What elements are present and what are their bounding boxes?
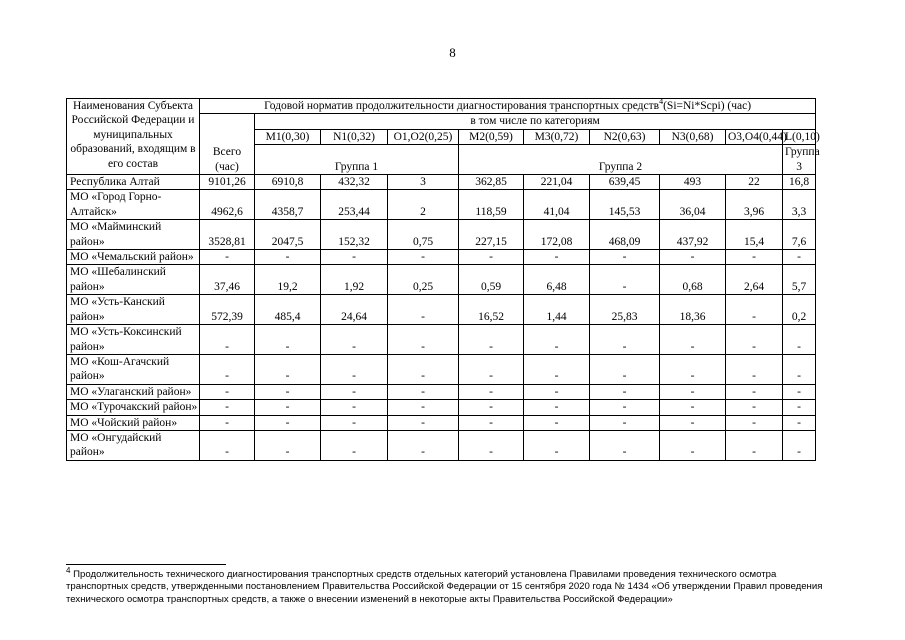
row-value: 16,52: [459, 295, 524, 325]
row-name: МО «Турочакский район»: [67, 400, 200, 415]
row-value: 118,59: [459, 190, 524, 220]
row-value: 9101,26: [200, 175, 255, 190]
row-value: -: [660, 415, 726, 430]
row-value: 6910,8: [255, 175, 321, 190]
header-category: O1,O2(0,25): [388, 129, 459, 144]
row-value: 221,04: [524, 175, 590, 190]
row-value: -: [660, 250, 726, 265]
row-value: 24,64: [321, 295, 388, 325]
row-value: 19,2: [255, 265, 321, 295]
row-value: 25,83: [590, 295, 660, 325]
row-value: -: [660, 325, 726, 355]
table-row: [67, 175, 816, 190]
row-value: 41,04: [524, 190, 590, 220]
row-value: 36,04: [660, 190, 726, 220]
row-value: -: [726, 354, 783, 384]
header-group3: Группа 3: [783, 145, 816, 175]
table-row: [67, 250, 816, 265]
diagnostics-norm-table: [66, 97, 820, 461]
row-value: 437,92: [660, 220, 726, 250]
row-value: -: [783, 325, 816, 355]
row-name: МО «Чойский район»: [67, 415, 200, 430]
row-value: -: [255, 415, 321, 430]
header-category: M2(0,59): [459, 129, 524, 144]
row-value: -: [783, 250, 816, 265]
row-value: -: [255, 384, 321, 399]
row-value: -: [255, 400, 321, 415]
row-value: -: [200, 250, 255, 265]
row-value: -: [726, 250, 783, 265]
table-row: [67, 325, 816, 355]
row-value: -: [660, 384, 726, 399]
row-value: -: [459, 325, 524, 355]
row-value: -: [388, 250, 459, 265]
row-value: -: [660, 400, 726, 415]
row-value: -: [459, 384, 524, 399]
row-value: -: [726, 415, 783, 430]
row-value: 0,25: [388, 265, 459, 295]
row-value: 0,2: [783, 295, 816, 325]
row-value: -: [321, 325, 388, 355]
row-value: 15,4: [726, 220, 783, 250]
row-value: -: [200, 400, 255, 415]
row-value: 639,45: [590, 175, 660, 190]
row-value: -: [524, 384, 590, 399]
row-value: 7,6: [783, 220, 816, 250]
table-row: [67, 415, 816, 430]
table-row: [67, 430, 816, 460]
row-value: -: [388, 384, 459, 399]
table-row: [67, 354, 816, 384]
row-value: -: [726, 400, 783, 415]
row-value: -: [524, 250, 590, 265]
row-value: 493: [660, 175, 726, 190]
header-category: M3(0,72): [524, 129, 590, 144]
header-category: O3,O4(0,44): [726, 129, 783, 144]
row-value: 0,68: [660, 265, 726, 295]
row-value: 5,7: [783, 265, 816, 295]
header-category: M1(0,30): [255, 129, 321, 144]
row-value: -: [200, 415, 255, 430]
row-value: -: [783, 400, 816, 415]
row-value: 2: [388, 190, 459, 220]
row-name: МО «Онгудайский район»: [67, 430, 200, 460]
row-value: -: [200, 325, 255, 355]
row-name: Республика Алтай: [67, 175, 200, 190]
row-value: -: [200, 354, 255, 384]
row-value: -: [255, 354, 321, 384]
row-value: 18,36: [660, 295, 726, 325]
row-value: -: [726, 384, 783, 399]
row-value: 145,53: [590, 190, 660, 220]
row-value: -: [726, 430, 783, 460]
row-name: МО «Улаганский район»: [67, 384, 200, 399]
row-name: МО «Шебалинский район»: [67, 265, 200, 295]
row-value: -: [783, 354, 816, 384]
row-name: МО «Майминский район»: [67, 220, 200, 250]
row-value: 172,08: [524, 220, 590, 250]
row-name: МО «Усть-Канский район»: [67, 295, 200, 325]
row-value: 432,32: [321, 175, 388, 190]
row-value: -: [590, 430, 660, 460]
header-total: Всего (час): [200, 114, 255, 175]
header-category: N1(0,32): [321, 129, 388, 144]
row-value: 468,09: [590, 220, 660, 250]
row-value: 485,4: [255, 295, 321, 325]
row-value: -: [321, 354, 388, 384]
row-value: 4962,6: [200, 190, 255, 220]
row-value: -: [524, 400, 590, 415]
row-value: -: [783, 415, 816, 430]
row-value: -: [590, 400, 660, 415]
page-number: 8: [449, 45, 456, 60]
row-value: 2,64: [726, 265, 783, 295]
header-category: L(0,10): [783, 129, 816, 144]
row-value: -: [321, 384, 388, 399]
row-value: 0,59: [459, 265, 524, 295]
header-main-title: Годовой норматив продолжительности диагностирования транспортных средств$^4$(Si=Ni*Scpi) (час): [200, 99, 816, 114]
row-value: 3: [388, 175, 459, 190]
row-value: 3528,81: [200, 220, 255, 250]
table-row: [67, 400, 816, 415]
row-value: -: [783, 430, 816, 460]
header-subtitle: в том числе по категориям: [255, 114, 816, 129]
row-name: МО «Город Горно-Алтайск»: [67, 190, 200, 220]
table-row: [67, 384, 816, 399]
row-value: -: [388, 415, 459, 430]
row-value: 152,32: [321, 220, 388, 250]
row-value: -: [200, 384, 255, 399]
row-value: -: [590, 415, 660, 430]
row-value: -: [783, 384, 816, 399]
row-value: -: [321, 250, 388, 265]
row-value: -: [524, 354, 590, 384]
row-value: 572,39: [200, 295, 255, 325]
row-value: -: [388, 400, 459, 415]
header-category: N3(0,68): [660, 129, 726, 144]
row-value: 0,75: [388, 220, 459, 250]
row-value: 1,92: [321, 265, 388, 295]
footnote-separator: [66, 564, 226, 565]
row-value: 3,96: [726, 190, 783, 220]
row-value: -: [459, 430, 524, 460]
row-value: -: [255, 430, 321, 460]
row-value: -: [459, 400, 524, 415]
row-value: 37,46: [200, 265, 255, 295]
row-value: -: [590, 325, 660, 355]
row-value: -: [590, 265, 660, 295]
table-row: [67, 295, 816, 325]
footnote: $^4$ Продолжительность технического диагностирования транспортных средств отдельных категорий установлена Правилами проведения технического осмотра транспортных средств, утвержденными постановлением Правительства Российской Федерации от 15 сентября 2020 года № 1434 «Об утверждении Правил проведения технического осмотра транспортных средств, а также о внесении изменений в некоторые акты Правительства Российской Федерации»: [66, 565, 823, 605]
row-value: -: [459, 250, 524, 265]
row-value: -: [524, 325, 590, 355]
row-value: 3,3: [783, 190, 816, 220]
row-value: 4358,7: [255, 190, 321, 220]
row-value: -: [726, 295, 783, 325]
row-value: -: [388, 295, 459, 325]
header-name-column: Наименования Субъекта Российской Федерации и муниципальных образований, входящим в его состав: [67, 99, 200, 175]
row-name: МО «Чемальский район»: [67, 250, 200, 265]
row-value: -: [388, 354, 459, 384]
header-category: N2(0,63): [590, 129, 660, 144]
header-group1: Группа 1: [255, 145, 459, 175]
table-row: [67, 220, 816, 250]
row-value: -: [200, 430, 255, 460]
row-value: -: [255, 325, 321, 355]
row-value: -: [388, 325, 459, 355]
row-value: -: [321, 415, 388, 430]
row-name: МО «Кош-Агачский район»: [67, 354, 200, 384]
header-group2: Группа 2: [459, 145, 783, 175]
row-value: -: [590, 384, 660, 399]
row-value: -: [726, 325, 783, 355]
row-value: 22: [726, 175, 783, 190]
row-value: -: [590, 250, 660, 265]
row-value: -: [590, 354, 660, 384]
row-value: 16,8: [783, 175, 816, 190]
row-value: 6,48: [524, 265, 590, 295]
row-value: 2047,5: [255, 220, 321, 250]
row-value: -: [524, 430, 590, 460]
row-value: -: [660, 354, 726, 384]
row-name: МО «Усть-Коксинский район»: [67, 325, 200, 355]
row-value: 227,15: [459, 220, 524, 250]
row-value: -: [459, 354, 524, 384]
table-row: [67, 190, 816, 220]
row-value: -: [255, 250, 321, 265]
row-value: 253,44: [321, 190, 388, 220]
row-value: -: [459, 415, 524, 430]
row-value: -: [524, 415, 590, 430]
row-value: -: [660, 430, 726, 460]
row-value: 362,85: [459, 175, 524, 190]
row-value: -: [321, 430, 388, 460]
table-row: [67, 265, 816, 295]
row-value: -: [388, 430, 459, 460]
row-value: -: [321, 400, 388, 415]
row-value: 1,44: [524, 295, 590, 325]
